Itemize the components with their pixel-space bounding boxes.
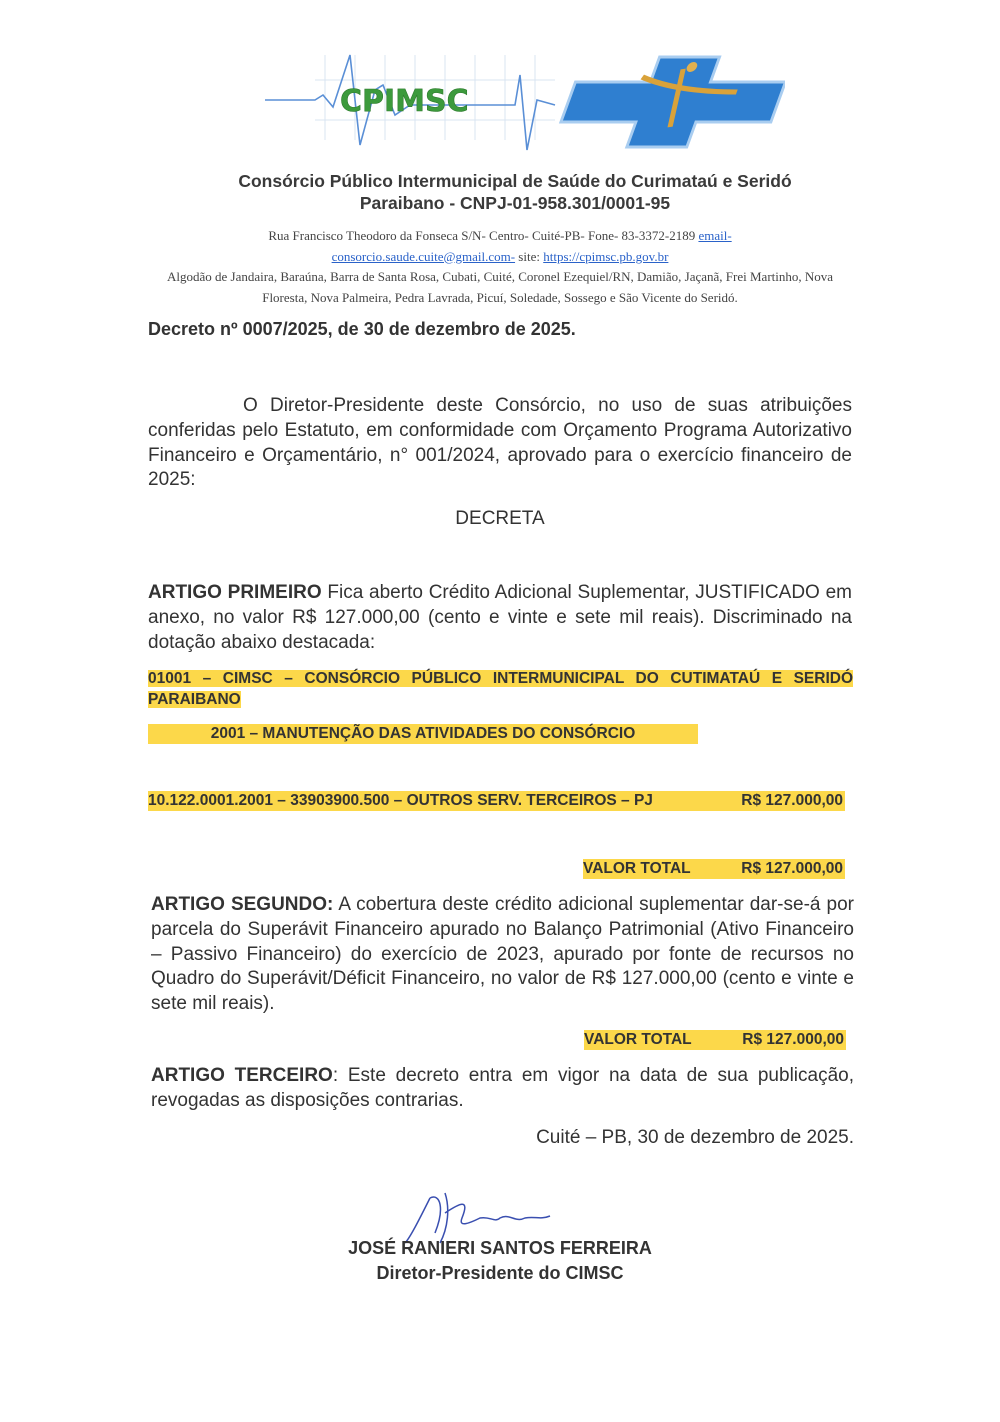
dotacao-item-value: R$ 127.000,00 [741,792,843,809]
municipalities: Algodão de Jandaira, Baraúna, Barra de Santa Rosa, Cubati, Cuité, Coronel Ezequiel/RN, Damião, Jaçanã, Frei Martinho, Nova Floresta, Nova Palmeira, Pedra Lavrada, Picuí, Soledade, Sossego e São Vicente do Seridó. [166,269,834,305]
artigo-primeiro-label: ARTIGO PRIMEIRO [148,582,322,603]
site-label: site: [518,248,540,264]
artigo-segundo [151,893,854,1017]
dotacao-unit-text: 01001 – CIMSC – CONSÓRCIO PÚBLICO INTERMUNICIPAL DO CUTIMATAÚ E SERIDÓ PARAIBANO [148,670,853,708]
address-block [150,226,850,308]
signer-name: JOSÉ RANIERI SANTOS FERREIRA [348,1238,652,1258]
dotacao-unit [148,668,853,710]
artigo-terceiro-text: : Este decreto entra em vigor na data de sua publicação, revogadas as disposições contrarias. [151,1065,854,1111]
artigo-terceiro [151,1064,854,1114]
preamble: O Diretor-Presidente deste Consórcio, no uso de suas atribuições conferidas pelo Estatuto, em conformidade com Orçamento Programa Autorizativo Financeiro e Orçamentário, n° 001/2024, aprovado para o exercício financeiro de 2025: [148,395,852,491]
artigo-primeiro [148,581,852,655]
artigo-segundo-total-row [584,1030,846,1050]
signature-block [300,1236,700,1285]
org-line-1: Consórcio Público Intermunicipal de Saúde do Curimataú e Seridó [238,171,792,191]
email-label-link[interactable]: email- [698,228,732,243]
decree-title: Decreto nº 0007/2025, de 30 de dezembro de 2025. [148,319,576,339]
artigo-primeiro-text: Fica aberto Crédito Adicional Suplementar, JUSTIFICADO em anexo, no valor R$ 127.000,00 (cento e vinte e sete mil reais). Discriminado na dotação abaixo destacada: [148,582,852,653]
cpimsc-logo [255,45,785,155]
decreta-heading: DECRETA [455,508,545,529]
dotacao-action: 2001 – MANUTENÇÃO DAS ATIVIDADES DO CONSÓRCIO [148,724,698,744]
artigo-segundo-text: A cobertura deste crédito adicional suplementar dar-se-á por parcela do Superávit Financeiro apurado no Balanço Patrimonial (Ativo Financeiro – Passivo Financeiro) do exercício de 2023, apurado por fonte de recursos no Quadro do Superávit/Déficit Financeiro, no valor de R$ 127.000,00 (cento e vinte e sete mil reais). [151,894,854,1015]
total-label: VALOR TOTAL [584,1031,692,1048]
dotacao-item: 10.122.0001.2001 – 33903900.500 – OUTROS SERV. TERCEIROS – PJ [148,792,653,809]
dotacao-item-row [148,791,845,811]
organization-name [150,170,880,214]
org-line-2: Paraibano - CNPJ-01-958.301/0001-95 [359,193,671,213]
dotacao-total-row [583,859,845,879]
total-value: R$ 127.000,00 [741,860,843,877]
email-link[interactable]: consorcio.saude.cuite@gmail.com- [331,248,516,264]
address: Rua Francisco Theodoro da Fonseca S/N- Centro- Cuité-PB- Fone- 83-3372-2189 [268,228,696,243]
total-value: R$ 127.000,00 [742,1031,844,1048]
svg-text:CPIMSC: CPIMSC [340,84,469,119]
place-date: Cuité – PB, 30 de dezembro de 2025. [536,1127,854,1148]
signer-role: Diretor-Presidente do CIMSC [376,1262,624,1283]
total-label: VALOR TOTAL [583,860,691,877]
site-link[interactable]: https://cpimsc.pb.gov.br [543,248,669,264]
artigo-segundo-label: ARTIGO SEGUNDO: [151,894,334,915]
artigo-terceiro-label: ARTIGO TERCEIRO [151,1065,333,1086]
